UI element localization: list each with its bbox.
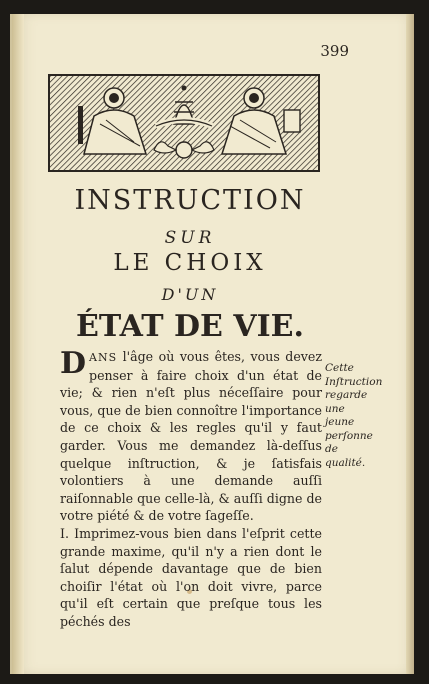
page-edge [406, 14, 414, 674]
title-etat-de-vie: ÉTAT DE VIE. [76, 309, 304, 344]
title-instruction: INSTRUCTION [74, 185, 306, 216]
title-sur: SUR [164, 228, 216, 248]
margin-note: Cette Inſtruction regarde une jeune perſonne de qualité. [325, 362, 383, 469]
page-number: 399 [320, 42, 349, 60]
opening-smallcaps: ANS [89, 351, 118, 364]
body-text [60, 348, 322, 631]
paragraph-1-text: l'âge où vous êtes, vous devez penser à faire choix d'un état de vie; & rien n'eſt plus néceſſaire pour vous, que de bien connoître l'importance de ce choix & les regles qu'il y faut garder. Vous me demandez là-deſſus quelque inſtruction, & je ſatisfais volontiers à une demande auſſi raiſonnable que celle-là, & auſſi digne de votre piété & de votre ſageſſe. [60, 349, 322, 524]
page-gutter [12, 14, 24, 674]
woodcut-headpiece [48, 74, 320, 172]
woodcut-illustration [50, 76, 318, 170]
title-le-choix: LE CHOIX [113, 250, 267, 276]
paragraph-2: I. Imprimez-vous bien dans l'eſprit cette grande maxime, qu'il n'y a rien dont le ſalut dépende davantage que de bien choiſir l'état où l'on doit vivre, parce qu'il eſt certain que preſque tous les péchés des [60, 525, 322, 629]
paragraph-1 [60, 348, 322, 525]
title-dun: D'UN [161, 285, 219, 304]
drop-cap: D [60, 346, 87, 381]
